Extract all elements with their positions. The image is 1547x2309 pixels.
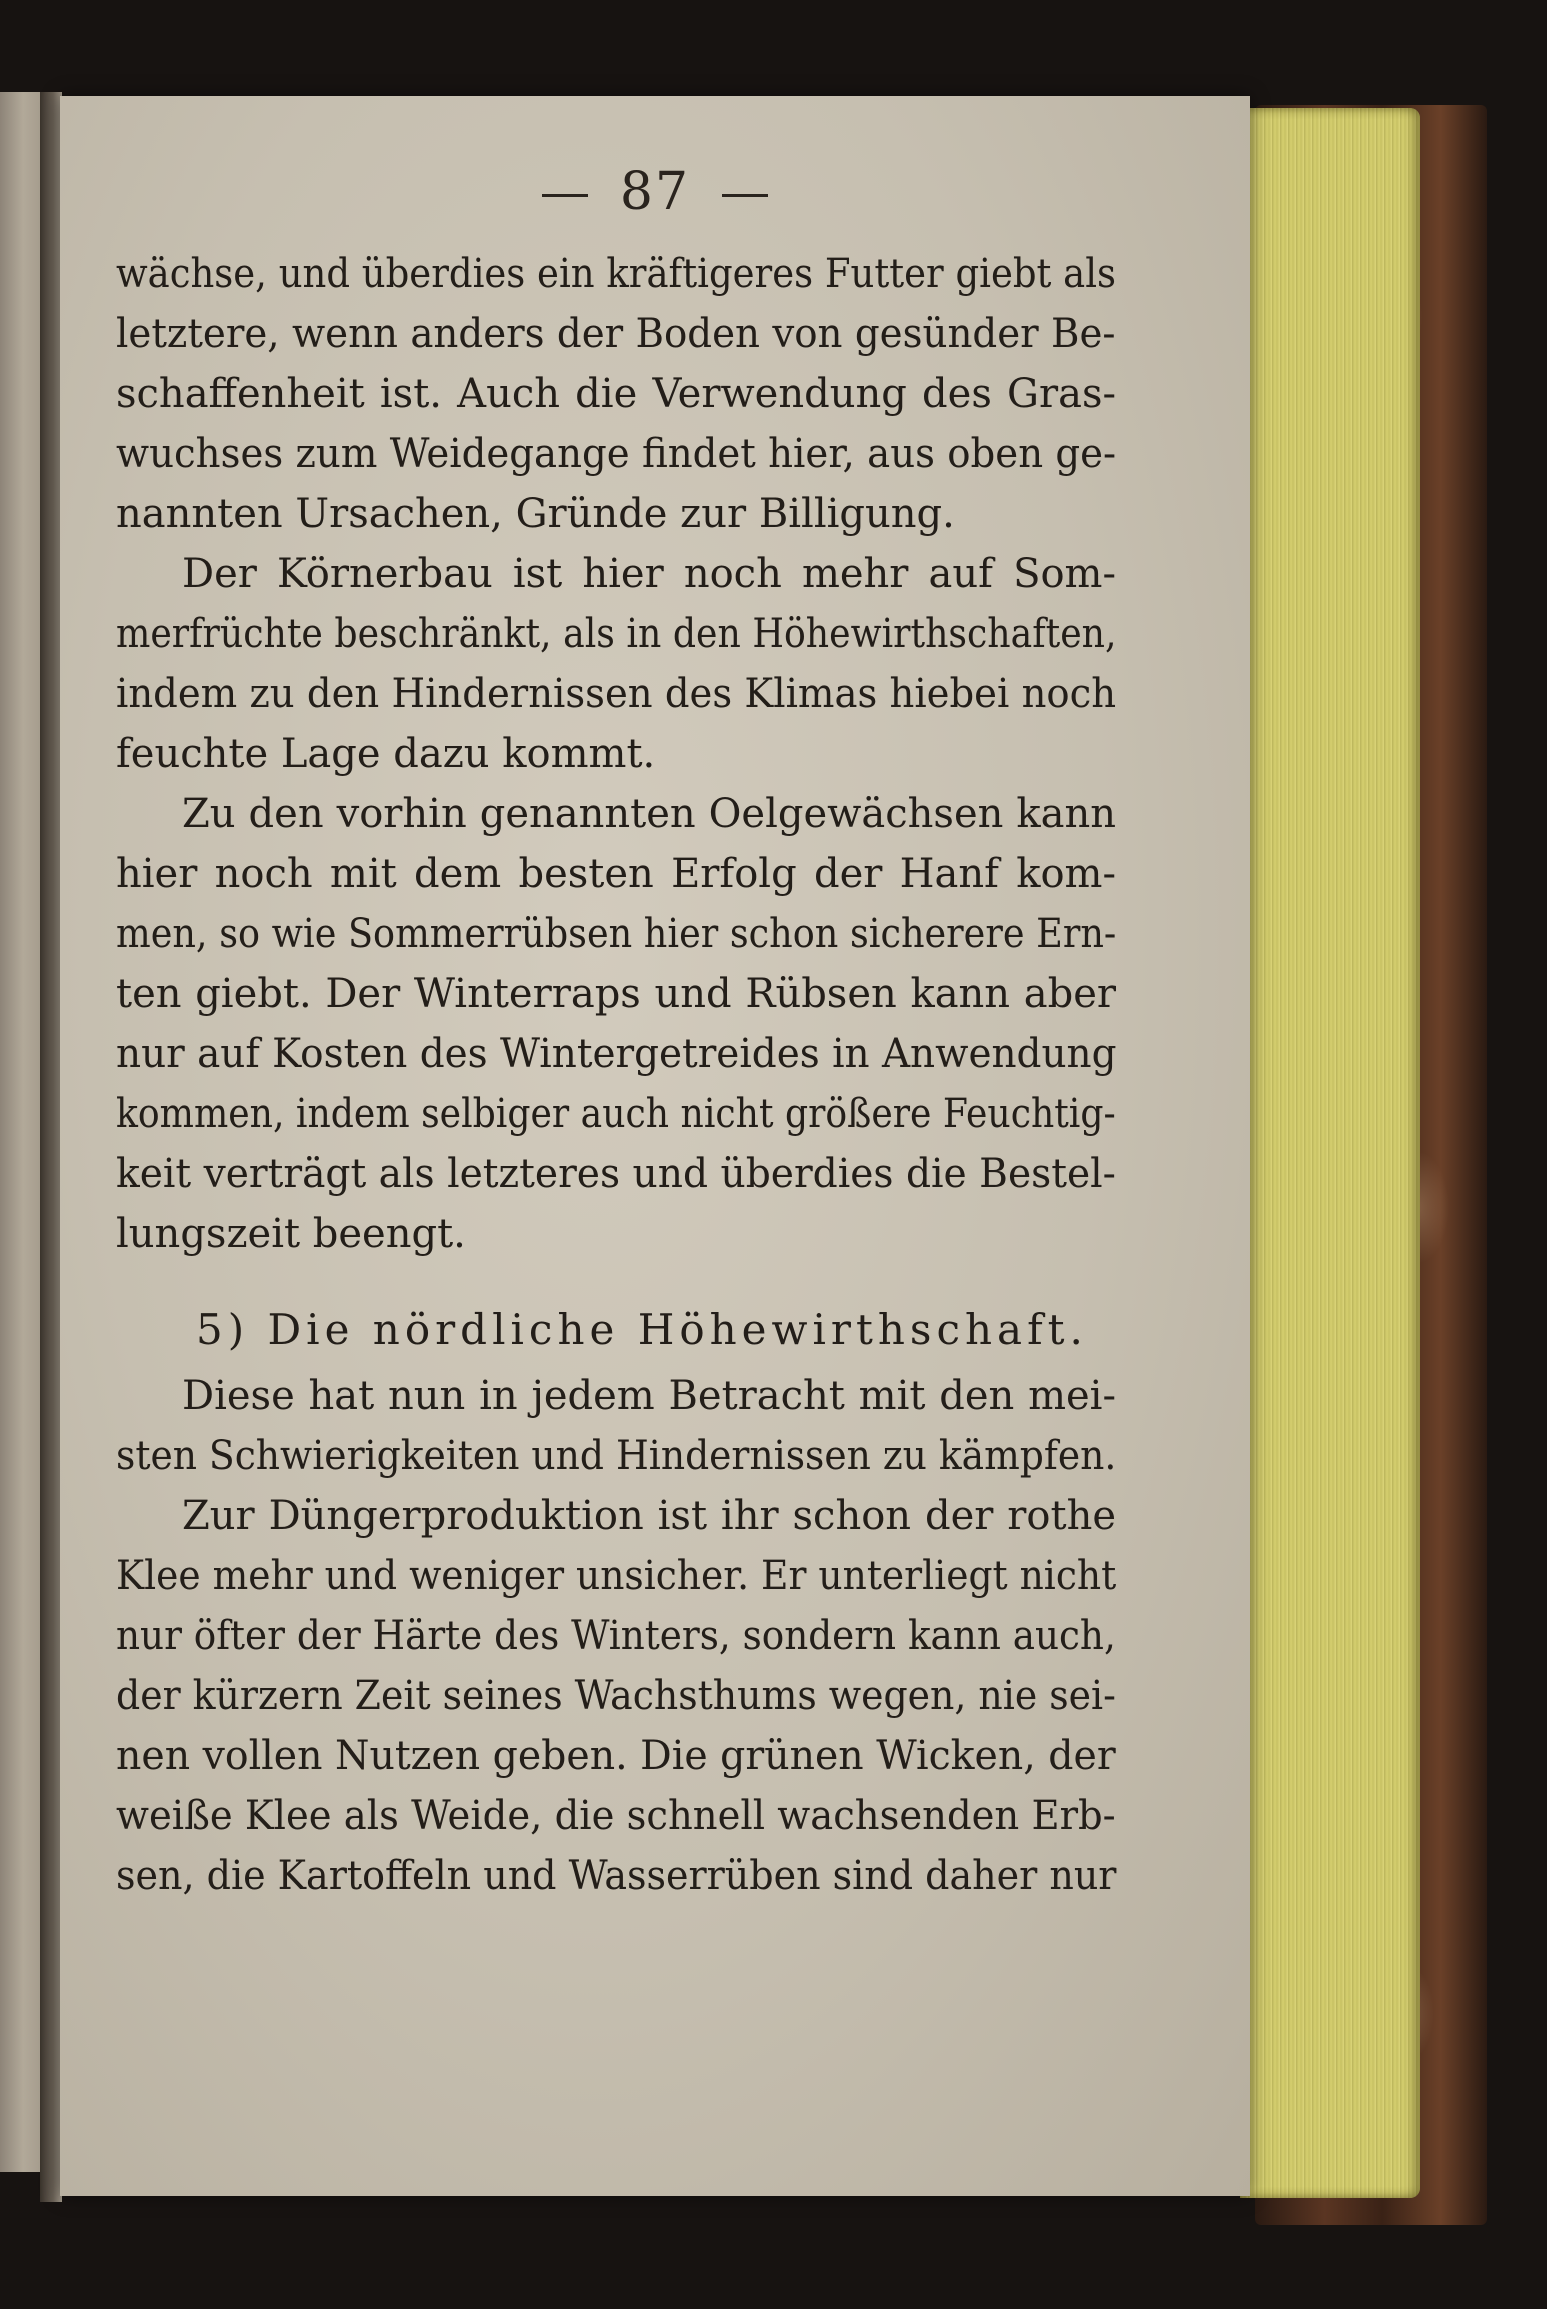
text-line: schaffenheit ist. Auch die Verwendung des Gras- (116, 371, 1116, 417)
text-line: nur auf Kosten des Wintergetreides in Anwendung (116, 1031, 1117, 1077)
text-line: Der Körnerbau ist hier noch mehr auf Som- (182, 551, 1116, 597)
text-line: merfrüchte beschränkt, als in den Höhewirthschaften, (116, 611, 1117, 657)
text-line: ten giebt. Der Winterraps und Rübsen kann aber (116, 971, 1116, 1017)
text-line: Zu den vorhin genannten Oelgewächsen kann (182, 791, 1116, 837)
text-line: Zur Düngerproduktion ist ihr schon der rothe (182, 1493, 1116, 1539)
text-line: feuchte Lage dazu kommt. (116, 731, 656, 777)
page-edges (1240, 108, 1420, 2198)
page-header (60, 162, 1250, 222)
previous-page-edge (0, 92, 42, 2172)
paragraph (116, 544, 1116, 784)
text-line: der kürzern Zeit seines Wachsthums wegen, nie sei- (116, 1673, 1116, 1719)
text-line: keit verträgt als letzteres und überdies die Bestel- (116, 1151, 1116, 1197)
text-line: men, so wie Sommerrübsen hier schon sicherere Ern- (116, 911, 1117, 957)
text-line: nur öfter der Härte des Winters, sondern kann auch, (116, 1613, 1116, 1659)
text-line: nen vollen Nutzen geben. Die grünen Wicken, der (116, 1733, 1116, 1779)
paragraph (116, 1486, 1116, 1906)
paragraph (116, 244, 1116, 544)
text-line: sten Schwierigkeiten und Hindernissen zu kämpfen. (116, 1433, 1117, 1479)
book-page (60, 96, 1250, 2196)
paragraph (116, 784, 1116, 1264)
text-line: kommen, indem selbiger auch nicht größere Feuchtig- (116, 1091, 1116, 1137)
body-text (116, 244, 1116, 1906)
text-line: weiße Klee als Weide, die schnell wachsenden Erb- (116, 1793, 1116, 1839)
header-dash-right (722, 194, 768, 197)
paragraph (116, 1366, 1116, 1486)
text-line: hier noch mit dem besten Erfolg der Hanf kom- (116, 851, 1116, 897)
text-line: indem zu den Hindernissen des Klimas hiebei noch (116, 671, 1117, 717)
text-line: wächse, und überdies ein kräftigeres Futter giebt als (116, 251, 1117, 297)
text-line: letztere, wenn anders der Boden von gesünder Be- (116, 311, 1116, 357)
text-line: sen, die Kartoffeln und Wasserrüben sind daher nur (116, 1853, 1117, 1899)
text-line: nannten Ursachen, Gründe zur Billigung. (116, 491, 955, 537)
text-line: lungszeit beengt. (116, 1211, 466, 1257)
text-line: Klee mehr und weniger unsicher. Er unterliegt nicht (116, 1553, 1117, 1599)
page-number: 87 (619, 162, 691, 222)
book-gutter (40, 92, 62, 2202)
section-heading: 5) Die nördliche Höhewirthschaft. (196, 1305, 1088, 1354)
text-line: wuchses zum Weidegange findet hier, aus oben ge- (116, 431, 1117, 477)
header-dash-left (542, 194, 588, 197)
text-line: Diese hat nun in jedem Betracht mit den mei- (182, 1373, 1116, 1419)
